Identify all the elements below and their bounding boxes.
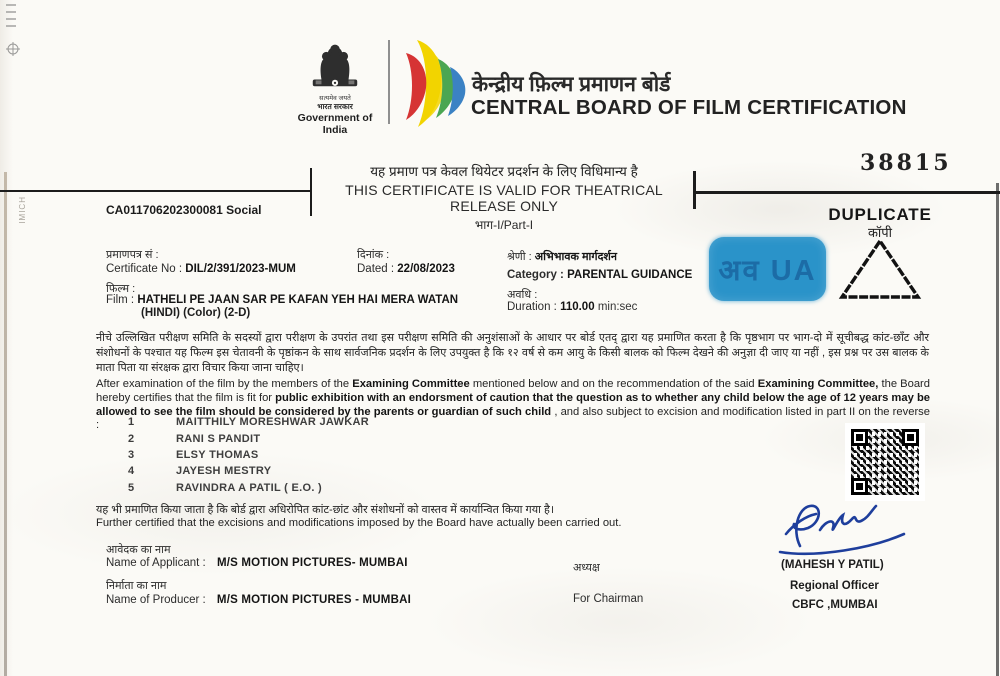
committee-name: RANI S PANDIT [176, 432, 261, 445]
duration-value: 110.00 [560, 301, 595, 313]
qr-finder-icon [851, 478, 868, 495]
para-seg: , and also subject to excision and modification listed in part II on the reverse : [96, 405, 930, 432]
certificate-no-label-hindi: प्रमाणपत्र सं : [106, 249, 159, 261]
scan-edge-text: IMICH [18, 196, 27, 224]
para-seg: mentioned below and on the recommendation of the said [469, 378, 758, 390]
banner-rule-left [0, 190, 312, 192]
banner-rule-right [695, 191, 1000, 194]
film-field [106, 294, 458, 306]
certification-paragraph-hindi: नीचे उल्लिखित परीक्षण समिति के सदस्यों द्वारा परीक्षण के उपरांत तथा इस परीक्षण समिति की अनुशंसाओं के आधार पर बोर्ड एतद् द्वारा यह प्रमाणित करता है कि पृष्ठभाग पर भाग-दो में सूचीबद्ध कांट-छाँट और संशोधनों के पश्चात यह फिल्म इस चेतावनी के पृष्ठांकन के साथ सार्वजनिक प्रदर्शन के लिए उपयुक्त है कि १२ वर्ष से कम आयु के किसी बालक को फिल्म देखने की अनुज्ञा दी जाए या नहीं , इस प्रश्न पर उस बालक के माता पिता या संरक्षक द्वारा विचार किया जाना चाहिए। [96, 332, 929, 375]
certificate-no-value: DIL/2/391/2023-MUM [185, 263, 296, 275]
certificate-no-field [106, 263, 296, 275]
committee-name: ELSY THOMAS [176, 448, 259, 461]
date-label-hindi: दिनांक : [357, 249, 390, 261]
committee-name: JAYESH MESTRY [176, 465, 272, 478]
applicant-value: M/S MOTION PICTURES- MUMBAI [216, 557, 408, 569]
para-seg-bold: public exhibition with an endorsment of caution that the question as to whether any child below the age of 12 years may be allowed to see the film should be considered by the parents or guardian of such child [96, 391, 930, 418]
category-value: PARENTAL GUIDANCE [567, 269, 693, 281]
film-label-hindi: फिल्म : [106, 283, 136, 295]
emblem-motto: सत्यमेव जयते [319, 95, 351, 102]
category-label-hindi: श्रेणी : [507, 251, 532, 263]
signatory-org: CBFC ,MUMBAI [792, 599, 878, 611]
emblem-caption: Government of India [297, 112, 373, 136]
duration-unit: min:sec [597, 301, 638, 313]
committee-number: 3 [128, 448, 135, 461]
film-value: HATHELI PE JAAN SAR PE KAFAN YEH HAI MERA WATAN [137, 294, 459, 306]
film-value-line2: (HINDI) (Color) (2-D) [141, 307, 251, 319]
committee-number: 5 [128, 481, 135, 494]
signature-ink [772, 496, 922, 563]
committee-row [128, 463, 369, 479]
film-label: Film : [106, 294, 135, 306]
committee-row [128, 414, 369, 430]
committee-number: 1 [128, 416, 135, 429]
signatory-name: (MAHESH Y PATIL) [781, 559, 884, 571]
org-title-english: CENTRAL BOARD OF FILM CERTIFICATION [471, 96, 907, 119]
para-seg: After examination of the film by the members of the [96, 378, 353, 390]
banner-bracket-left [310, 168, 312, 216]
committee-number: 4 [128, 465, 135, 478]
producer-field [106, 594, 411, 606]
duration-label: Duration : [507, 301, 557, 313]
date-value: 22/08/2023 [397, 263, 455, 275]
ashoka-emblem-icon [306, 36, 364, 92]
duplicate-triangle-icon [836, 236, 924, 307]
scan-compass-icon [6, 42, 20, 61]
producer-label-hindi: निर्माता का नाम [106, 580, 167, 592]
validity-banner [315, 162, 693, 233]
date-label: Dated : [357, 263, 395, 275]
para-seg: the Board hereby certifies that the film is fit for [96, 378, 931, 404]
banner-bracket-right [693, 171, 696, 209]
duration-label-hindi: अवधि : [507, 289, 538, 301]
committee-row [128, 447, 369, 463]
scan-edge-right-line [996, 183, 999, 676]
validity-english: THIS CERTIFICATE IS VALID FOR THEATRICAL RELEASE ONLY [345, 182, 663, 214]
government-emblem [292, 36, 378, 136]
committee-name: RAVINDRA A PATIL ( E.O. ) [176, 481, 323, 494]
para-seg-bold: Examining Committee, [757, 378, 879, 390]
committee-row [128, 480, 369, 496]
qr-finder-icon [902, 429, 919, 446]
chairman-label: For Chairman [573, 593, 644, 605]
certificate-no-label: Certificate No : [106, 263, 183, 275]
date-field [357, 263, 455, 275]
reference-code: CA011706202300081 Social [106, 203, 262, 217]
committee-row [128, 430, 369, 446]
para-seg-bold: Examining Committee [352, 378, 470, 390]
header-divider [388, 40, 390, 124]
qr-code [845, 423, 925, 501]
org-title-hindi: केन्द्रीय फ़िल्म प्रमाणन बोर्ड [472, 73, 671, 96]
duplicate-label-hindi: कॉपी [867, 225, 893, 240]
cbfc-logo-icon [401, 38, 471, 135]
category-field [507, 269, 692, 281]
scan-corner-marks [6, 4, 16, 30]
category-field-hindi [507, 249, 617, 264]
signatory-title: Regional Officer [790, 580, 879, 592]
applicant-label-hindi: आवेदक का नाम [106, 544, 171, 556]
carried-out-hindi: यह भी प्रमाणित किया जाता है कि बोर्ड द्वारा अधिरोपित कांट-छांट और संशोधनों को वास्तव में कार्यान्वित किया गया है। [96, 504, 555, 516]
ua-rating-stamp: अव UA [709, 237, 826, 301]
category-value-hindi: अभिभावक मार्गदर्शन [534, 251, 617, 263]
emblem-hindi: भारत सरकार [317, 102, 353, 111]
committee-name: MAITTHILY MORESHWAR JAWKAR [176, 416, 369, 429]
serial-number: 38815 [860, 150, 952, 176]
qr-finder-icon [851, 429, 868, 446]
applicant-field [106, 557, 408, 569]
chairman-label-hindi: अध्यक्ष [573, 562, 600, 574]
scan-edge-left-line [4, 172, 7, 676]
part-label: भाग-I/Part-I [474, 218, 534, 232]
committee-number: 2 [128, 432, 135, 445]
duration-field [507, 301, 637, 313]
applicant-label: Name of Applicant : [106, 557, 206, 569]
carried-out-english: Further certified that the excisions and modifications imposed by the Board have actually been carried out. [96, 517, 622, 529]
validity-hindi: यह प्रमाण पत्र केवल थियेटर प्रदर्शन के लिए विधिमान्य है [370, 164, 638, 179]
examining-committee-list [128, 414, 369, 496]
category-label: Category : [507, 269, 564, 281]
producer-label: Name of Producer : [106, 594, 206, 606]
duplicate-label: DUPLICATE [828, 205, 932, 224]
producer-value: M/S MOTION PICTURES - MUMBAI [216, 594, 411, 606]
